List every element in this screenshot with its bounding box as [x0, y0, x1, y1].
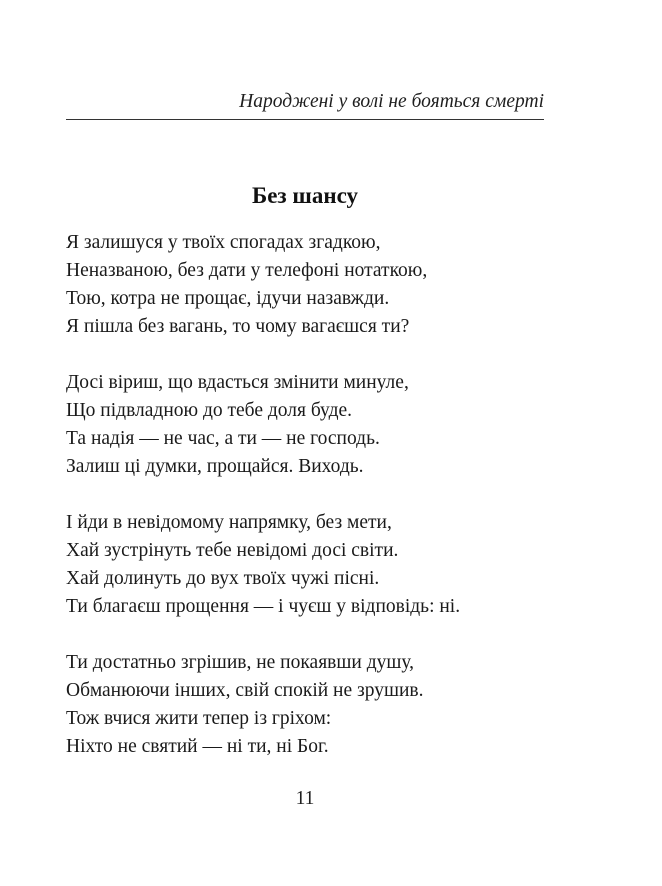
poem-line: І йди в невідомому напрямку, без мети,: [66, 512, 392, 533]
stanza-4: [66, 649, 586, 761]
stanza-1: [66, 229, 586, 341]
poem-line: Ніхто не святий — ні ти, ні Бог.: [66, 736, 329, 757]
poem-line: Залиш ці думки, прощайся. Виходь.: [66, 456, 364, 477]
stanza-2: [66, 369, 586, 481]
poem-line: Та надія — не час, а ти — не господь.: [66, 428, 380, 449]
poem-title: Без шансу: [252, 183, 358, 208]
poem-line: Я пішла без вагань, то чому вагаєшся ти?: [66, 316, 410, 337]
poem-line: Хай долинуть до вух твоїх чужі пісні.: [66, 568, 380, 589]
poem-line: Ти достатньо згрішив, не покаявши душу,: [66, 652, 415, 673]
page-number: 11: [295, 788, 315, 809]
header-rule: [66, 119, 544, 120]
running-header: Народжені у волі не бояться смерті: [239, 91, 544, 112]
poem-line: Тою, котра не прощає, ідучи назавжди.: [66, 288, 390, 309]
poem-line: Обманюючи інших, свій спокій не зрушив.: [66, 680, 424, 701]
poem-line: Неназваною, без дати у телефоні нотаткою,: [66, 260, 428, 281]
stanza-3: [66, 509, 586, 621]
poem-line: Ти благаєш прощення — і чуєш у відповідь: ні.: [66, 596, 461, 617]
poem-line: Тож вчися жити тепер із гріхом:: [66, 708, 332, 729]
poem-line: Досі віриш, що вдасться змінити минуле,: [66, 372, 409, 393]
poem-line: Я залишуся у твоїх спогадах згадкою,: [66, 232, 381, 253]
poem-line: Що підвладною до тебе доля буде.: [66, 400, 353, 421]
poem-line: Хай зустрінуть тебе невідомі досі світи.: [66, 540, 399, 561]
poem-body: [66, 229, 586, 789]
